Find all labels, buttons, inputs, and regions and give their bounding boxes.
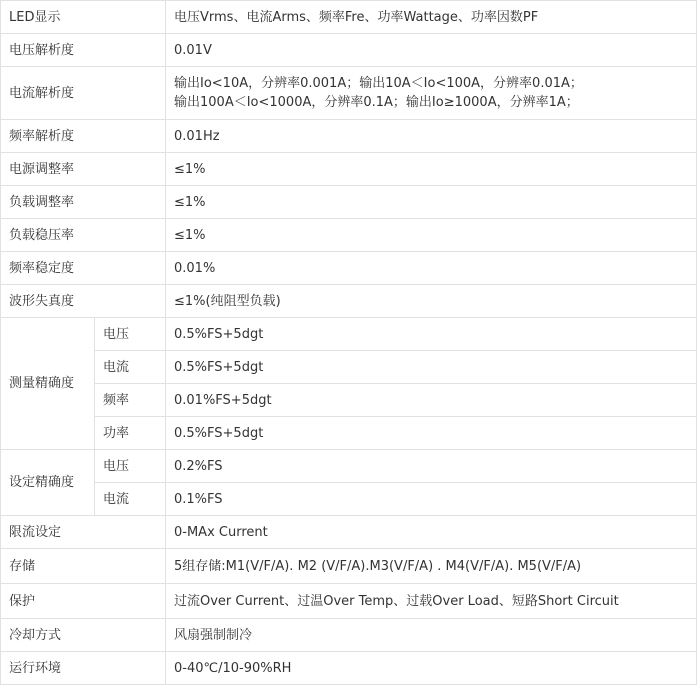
row-value-line-regulation: ≤1% xyxy=(166,153,697,186)
row-value-protection: 过流Over Current、过温Over Temp、过载Over Load、短路Short Circuit xyxy=(166,584,697,619)
table-row xyxy=(1,1,697,34)
measurement-item-value: 0.5%FS+5dgt xyxy=(166,351,697,384)
row-value-frequency-resolution: 0.01Hz xyxy=(166,120,697,153)
table-row xyxy=(1,285,697,318)
table-row xyxy=(1,450,697,483)
row-value-led-display: 电压Vrms、电流Arms、频率Fre、功率Wattage、功率因数PF xyxy=(166,1,697,34)
table-row xyxy=(1,619,697,652)
table-row xyxy=(1,516,697,549)
setting-item-value: 0.1%FS xyxy=(166,483,697,516)
table-row xyxy=(1,417,697,450)
row-label-line-regulation: 电源调整率 xyxy=(1,153,166,186)
setting-item-name: 电流 xyxy=(95,483,166,516)
table-row xyxy=(1,652,697,685)
row-value-current-limit: 0-MAx Current xyxy=(166,516,697,549)
measurement-item-name: 电压 xyxy=(95,318,166,351)
current-resolution-line-1: 输出Io<10A，分辨率0.001A；输出10A＜Io<100A，分辨率0.01A； xyxy=(174,76,583,91)
table-row xyxy=(1,34,697,67)
measurement-item-value: 0.01%FS+5dgt xyxy=(166,384,697,417)
table-row xyxy=(1,153,697,186)
row-value-load-stability: ≤1% xyxy=(166,219,697,252)
row-value-current-resolution xyxy=(166,67,697,120)
row-label-current-limit: 限流设定 xyxy=(1,516,166,549)
row-label-current-resolution: 电流解析度 xyxy=(1,67,166,120)
row-label-cooling: 冷却方式 xyxy=(1,619,166,652)
table-row xyxy=(1,67,697,120)
measurement-item-name: 电流 xyxy=(95,351,166,384)
measurement-item-value: 0.5%FS+5dgt xyxy=(166,318,697,351)
row-label-frequency-resolution: 频率解析度 xyxy=(1,120,166,153)
setting-item-value: 0.2%FS xyxy=(166,450,697,483)
table-row xyxy=(1,483,697,516)
row-label-load-regulation: 负载调整率 xyxy=(1,186,166,219)
row-value-operating-environment: 0-40℃/10-90%RH xyxy=(166,652,697,685)
current-resolution-line-2: 输出100A＜Io<1000A，分辨率0.1A；输出Io≥1000A，分辨率1A； xyxy=(174,95,579,110)
table-row xyxy=(1,252,697,285)
row-label-load-stability: 负载稳压率 xyxy=(1,219,166,252)
table-row xyxy=(1,186,697,219)
table-row xyxy=(1,120,697,153)
row-value-storage: 5组存储:M1(V/F/A). M2 (V/F/A).M3(V/F/A) . M4(V/F/A). M5(V/F/A) xyxy=(166,549,697,584)
table-row xyxy=(1,584,697,619)
table-row xyxy=(1,351,697,384)
row-label-operating-environment: 运行环境 xyxy=(1,652,166,685)
measurement-item-name: 频率 xyxy=(95,384,166,417)
row-label-storage: 存储 xyxy=(1,549,166,584)
measurement-item-name: 功率 xyxy=(95,417,166,450)
row-value-voltage-resolution: 0.01V xyxy=(166,34,697,67)
row-value-load-regulation: ≤1% xyxy=(166,186,697,219)
row-label-waveform-distortion: 波形失真度 xyxy=(1,285,166,318)
measurement-accuracy-label: 测量精确度 xyxy=(1,318,95,450)
row-label-frequency-stability: 频率稳定度 xyxy=(1,252,166,285)
row-label-voltage-resolution: 电压解析度 xyxy=(1,34,166,67)
measurement-item-value: 0.5%FS+5dgt xyxy=(166,417,697,450)
row-value-frequency-stability: 0.01% xyxy=(166,252,697,285)
row-value-waveform-distortion: ≤1%(纯阻型负载) xyxy=(166,285,697,318)
table-row xyxy=(1,219,697,252)
setting-accuracy-label: 设定精确度 xyxy=(1,450,95,516)
setting-item-name: 电压 xyxy=(95,450,166,483)
row-label-protection: 保护 xyxy=(1,584,166,619)
table-row xyxy=(1,318,697,351)
row-label-led-display: LED显示 xyxy=(1,1,166,34)
table-row xyxy=(1,549,697,584)
row-value-cooling: 风扇强制制冷 xyxy=(166,619,697,652)
table-row xyxy=(1,384,697,417)
